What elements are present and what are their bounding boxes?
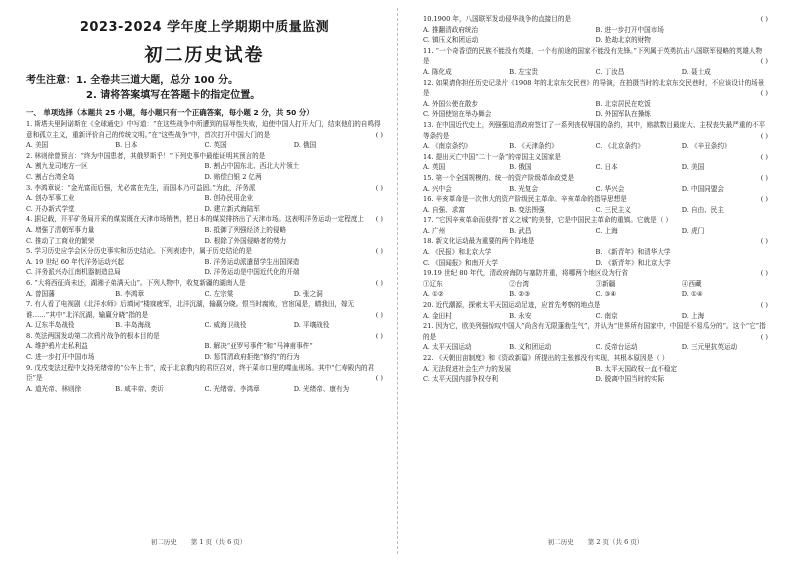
question-text: 15. 第一个全国规模的、统一的资产阶级革命政党是: [423, 173, 575, 182]
option-row: [423, 342, 768, 353]
answer-option: A. 道光帝、林则徐: [26, 384, 82, 393]
question-text: 16. 辛亥革命是一次伟大的资产阶级民主革命。辛亥革命的指导思想是: [423, 195, 627, 204]
answer-option: B. 咸丰帝、奕䜣: [115, 384, 164, 393]
option-row: [26, 140, 383, 151]
question-item: [423, 152, 768, 173]
answer-option: A. 兴中会: [423, 184, 452, 193]
answer-blank: ( ): [760, 301, 768, 310]
footer-page-number: 第 1 页（共 6 页）: [190, 538, 247, 546]
answer-option: C. 开办新式学堂: [26, 204, 75, 213]
answer-option: C. 反帝台运动: [595, 343, 638, 352]
answer-option: C. 太平天国内部争权夺利: [423, 375, 498, 384]
answer-option: D. 自由、民主: [681, 205, 724, 214]
question-text: 5. 学习历史应学会区分历史事实和历史结论。下列表述中，属于历史结论的是: [26, 247, 252, 256]
answer-blank: ( ): [375, 183, 383, 192]
option-row: [423, 364, 768, 375]
answer-blank: ( ): [760, 173, 768, 182]
option-row: [26, 320, 383, 331]
answer-option: A. 《南京条约》: [423, 142, 472, 151]
answer-option: A. 增强了清朝军事力量: [26, 225, 95, 234]
question-text: 8. 英法两国发动第二次鸦片战争的根本目的是: [26, 331, 160, 340]
answer-option: C. 推动了工商业的繁荣: [26, 236, 95, 245]
answer-option: C. 《国闻报》和南开大学: [423, 258, 498, 267]
option-row: [26, 172, 383, 183]
answer-blank: ( ): [375, 374, 383, 383]
question-item: [423, 353, 768, 385]
option-row: [423, 99, 768, 110]
question-stem: [26, 363, 383, 384]
answer-option: D. 上海: [681, 311, 705, 320]
answer-option: C. 华兴会: [595, 184, 625, 193]
answer-option: ③新疆: [595, 279, 616, 288]
answer-option: A. 美国: [26, 141, 49, 150]
question-item: [26, 214, 383, 246]
answer-option: C. 《北京条约》: [595, 142, 645, 151]
question-stem: [26, 278, 383, 289]
answer-option: D. 光绪帝、康有为: [293, 384, 350, 393]
question-text: 4. 据记载，开平矿务局开采的煤炭既在天津市场销售，把日本的煤炭排挤出了天津市场。这表明洋务运动一定程度上: [26, 215, 365, 224]
question-stem: [423, 14, 768, 25]
answer-option: C. 洋务派兴办江南机器制造总局: [26, 268, 121, 277]
answer-option: A. 陈化成: [423, 67, 452, 76]
answer-blank: ( ): [375, 331, 383, 340]
answer-option: C. 英国: [204, 141, 227, 150]
answer-option: C. 日本: [595, 163, 618, 172]
answer-option: B. 进一步打开中国市场: [595, 25, 664, 34]
answer-option: D. 虎门: [681, 226, 705, 235]
answer-blank: ( ): [760, 195, 768, 204]
option-row: [26, 236, 383, 247]
question-text: 2. 林则徐曾预言：“终为中国患者，其俄罗斯乎！”下列史事中最能证明其预言的是: [26, 151, 266, 160]
answer-blank: ( ): [375, 247, 383, 256]
option-row: [26, 225, 383, 236]
question-stem: [423, 194, 768, 205]
notice-block: [26, 73, 383, 103]
option-row: [423, 67, 768, 78]
question-item: [26, 151, 383, 183]
option-row: [423, 184, 768, 195]
answer-option: C. 左宗棠: [204, 289, 234, 298]
answer-option: B. 俄国: [509, 163, 532, 172]
answer-blank: ( ): [760, 152, 768, 161]
answer-option: B. 武昌: [509, 226, 532, 235]
answer-option: A. 割九龙司地方一区: [26, 162, 88, 171]
answer-option: B. 《新青年》和清华大学: [595, 248, 671, 257]
answer-option: D. 抢劫北京的财物: [595, 36, 651, 45]
question-item: [423, 321, 768, 353]
question-text: 7. 有人看了电视剧《北洋水师》后填词“楼寐疲军，北洋沉湖，输赢分晓。恨当时腐败，官宦闻是，睛我田，嫁无谁……”其中“北洋沉湖，输赢分晓”指的是: [26, 300, 355, 319]
answer-option: A. 推翻清政府统治: [423, 25, 479, 34]
question-text: 13. 在中国近代史上，列强强迫清政府签订了一系列丧权辱国的条约，其中，赔款数目最庞大、主权丧失最严重的不平等条约是: [423, 120, 766, 140]
option-row: [26, 161, 383, 172]
question-text: 14. 提出灭亡中国“二十一条”的帝国主义国家是: [423, 152, 562, 161]
question-stem: [423, 353, 768, 364]
answer-option: A. 英国: [423, 163, 446, 172]
question-stem: [423, 268, 768, 279]
answer-option: A. 19 世纪 60 年代洋务运动兴起: [26, 257, 124, 266]
exam-title-line1: 2023-2024 学年度上学期期中质量监测: [79, 20, 330, 35]
question-stem: [423, 78, 768, 99]
option-row: [26, 384, 383, 395]
option-row: [423, 162, 768, 173]
answer-option: C. 镇压义和团运动: [423, 36, 479, 45]
answer-option: D. 脱离中国当时的实际: [595, 375, 665, 384]
page-footer-left: [0, 537, 397, 546]
answer-option: B. 抵御了列强经济上的侵略: [204, 225, 287, 234]
answer-option: A. 金田村: [423, 311, 452, 320]
answer-option: D. 中国同盟会: [681, 184, 724, 193]
question-text: 11. “一个奇香望的民族不能没有英雄，一个有前途的国家不能没有先锋。”下列属于英勇抗击八国联军侵略的英雄人物是: [423, 46, 763, 66]
answer-option: D. 建立新式海陆军: [204, 204, 260, 213]
answer-blank: ( ): [760, 15, 768, 23]
question-stem: [26, 119, 383, 140]
footer-subject: 初二历史: [547, 538, 574, 546]
question-item: [423, 300, 768, 321]
question-item: [423, 215, 768, 236]
option-row: [423, 25, 768, 36]
answer-option: ①辽东: [423, 279, 443, 288]
answer-blank: ( ): [760, 131, 768, 140]
answer-option: C. 进一步打开中国市场: [26, 353, 95, 362]
footer-subject: 初二历史: [150, 538, 177, 546]
footer-page-number: 第 2 页（共 6 页）: [587, 538, 644, 546]
option-row: [423, 205, 768, 216]
section-heading: 一、 单项选择（本题共 25 小题，每小题只有一个正确答案，每小题 2 分，共 50 分）: [26, 108, 314, 117]
page-footer-right: [397, 537, 794, 546]
answer-option: A. 维护鸦片走私利益: [26, 342, 88, 351]
answer-option: A. ①②: [423, 290, 444, 299]
question-stem: [423, 173, 768, 184]
answer-option: B. ②③: [509, 290, 531, 299]
answer-option: B. 《天津条约》: [509, 142, 558, 151]
answer-option: B. 左宝贵: [509, 67, 539, 76]
answer-option: D. ①④: [681, 290, 703, 299]
left-question-list: [26, 119, 383, 394]
answer-blank: ( ): [760, 332, 768, 341]
question-item: [423, 194, 768, 215]
option-row: [26, 341, 383, 352]
notice-label: 考生注意：: [26, 75, 76, 86]
answer-blank: ( ): [760, 269, 768, 278]
option-row: [423, 311, 768, 322]
answer-option: C. 三民主义: [595, 205, 631, 214]
question-stem: [423, 152, 768, 163]
answer-option: B. 洋务运动派遣留学生出国深造: [204, 257, 300, 266]
question-text: 17. “它因辛亥革命而获得“首义之城”的美誉，它是中国民主革命的重镇。它就是（ ）: [423, 216, 672, 225]
option-row: [423, 279, 768, 290]
answer-option: ②台湾: [509, 279, 530, 288]
question-text: 20. 近代潮源，探索太平天国运动足迹，应首先考察的地点是: [423, 301, 601, 310]
answer-option: D. 惩罚清政府拒绝“修约”的行为: [204, 353, 300, 362]
option-row: [423, 374, 768, 385]
answer-option: C. 外国使馆在举办舞会: [423, 110, 492, 119]
answer-option: A. 辽东半岛战役: [26, 321, 75, 330]
answer-option: B. 变法图强: [509, 205, 545, 214]
option-row: [26, 352, 383, 363]
answer-option: B. 日本: [115, 141, 138, 150]
answer-option: D. 赔偿白银 2 亿两: [204, 172, 262, 181]
right-page: [397, 0, 794, 562]
question-stem: [423, 46, 768, 67]
answer-blank: ( ): [760, 89, 768, 98]
answer-option: D. 洋务运动是中国近代化的开端: [204, 268, 300, 277]
option-row: [423, 289, 768, 300]
option-row: [423, 35, 768, 46]
answer-option: C. 威海卫战役: [204, 321, 247, 330]
answer-option: B. 太平天国政权一直不稳定: [595, 364, 678, 373]
question-item: [423, 46, 768, 78]
question-item: [423, 120, 768, 152]
answer-option: D. 平壤战役: [293, 321, 330, 330]
question-item: [26, 183, 383, 215]
question-text: 1. 斯塔夫里阿诺斯在《全球通史》中写道：“在这些战争中所遭到的屈辱性失败，迫使中国人打开大门，结束他们的自鸣得意和孤立主义，重新评价自己的传统文明。”在“这些战争”中，首次打开中国大门的是: [26, 120, 381, 139]
answer-option: C. 南京: [595, 311, 618, 320]
answer-option: B. 光复会: [509, 184, 539, 193]
answer-option: B. 解决“亚罗号事件”和“马神甫事件”: [204, 342, 313, 351]
answer-option: A. 外国公使在散步: [423, 99, 479, 108]
question-stem: [26, 246, 383, 257]
question-stem: [423, 120, 768, 141]
question-item: [423, 236, 768, 268]
question-item: [26, 331, 383, 363]
answer-option: D. 《辛丑条约》: [681, 142, 731, 151]
question-text: 9. 戊戌变法过程中支持光绪帝的“公车上书”，成于北京教内的君臣召对，终于菜市口里的喋血刑场。其中“仁寿殿内的君臣”是: [26, 363, 375, 383]
answer-option: A. 无法促进社会生产力的发展: [423, 364, 512, 373]
answer-option: A. 《民报》和北京大学: [423, 248, 492, 257]
answer-option: D. 俄国: [293, 141, 317, 150]
answer-option: A. 曾国藩: [26, 289, 55, 298]
exam-title-line2: 初二历史试卷: [144, 45, 265, 66]
question-text: 3. 李鸿章说：“金光富而后强，尤必富在先生，而国本乃可益固。”为此，洋务派: [26, 183, 256, 192]
question-text: 18. 新文化运动最为重要的两个阵地是: [423, 237, 535, 246]
answer-option: ④西藏: [681, 279, 702, 288]
answer-option: B. 创办民用企业: [204, 194, 254, 203]
question-stem: [26, 151, 383, 162]
answer-option: B. 李鸿章: [115, 289, 145, 298]
question-item: [423, 78, 768, 120]
option-row: [26, 267, 383, 278]
answer-blank: ( ): [375, 310, 383, 319]
answer-option: D. 张之洞: [293, 289, 323, 298]
question-text: 22. 《天朝田亩制度》和《资政新篇》所提出的主张都没有实现，其根本原因是（ ）: [423, 354, 669, 362]
question-stem: [423, 215, 768, 226]
question-stem: [26, 299, 383, 320]
question-item: [26, 363, 383, 395]
question-item: [26, 278, 383, 299]
answer-option: D. 《新青年》和北京大学: [595, 258, 671, 267]
option-row: [423, 247, 768, 258]
answer-blank: ( ): [760, 57, 768, 66]
notice-item-1: 1. 全卷共三道大题，总分 100 分。: [76, 75, 239, 86]
answer-option: B. 义和团运动: [509, 343, 552, 352]
question-text: 21. 因为它，欧美列强惊叹中国人“尚含有无限蓬勃生气”，并认为“世界所有国家中，中国是不易瓜分的”。这个“它”指的是: [423, 322, 766, 341]
question-stem: [423, 300, 768, 311]
answer-option: D. 外国军队在操练: [595, 110, 651, 119]
answer-option: C. 光绪帝、李鸿章: [204, 384, 260, 393]
question-text: 19.19 世纪 80 年代，清政府海防与塞防并重，将哪两个地区设为行省: [423, 269, 628, 278]
answer-option: C. ③④: [595, 290, 617, 299]
answer-blank: ( ): [375, 278, 383, 287]
question-stem: [423, 236, 768, 247]
option-row: [26, 257, 383, 268]
question-stem: [423, 321, 768, 342]
answer-option: D. 三元里抗英运动: [681, 343, 738, 352]
answer-option: B. 永安: [509, 311, 532, 320]
question-stem: [26, 183, 383, 194]
answer-option: C. 丁汝昌: [595, 67, 625, 76]
answer-option: C. 上海: [595, 226, 618, 235]
option-row: [26, 193, 383, 204]
option-row: [26, 204, 383, 215]
question-item: [26, 299, 383, 331]
option-row: [423, 258, 768, 269]
answer-option: D. 美国: [681, 163, 705, 172]
answer-blank: ( ): [760, 237, 768, 246]
answer-option: D. 根除了外国侵略者的势力: [204, 236, 287, 245]
option-row: [423, 226, 768, 237]
notice-item-2: 2. 请将答案填写在答题卡的指定位置。: [86, 90, 261, 101]
answer-option: D. 聂士成: [681, 67, 711, 76]
question-stem: [26, 214, 383, 225]
question-text: 6. “大将西征尚未还，湖湘子弟满天山”。下列人物中，收复新疆的湖南人是: [26, 278, 246, 287]
answer-option: A. 创办军事工业: [26, 194, 75, 203]
question-item: [423, 268, 768, 300]
answer-blank: ( ): [375, 215, 383, 224]
answer-option: B. 丰岛海战: [115, 321, 151, 330]
answer-option: C. 割占台湾全岛: [26, 172, 75, 181]
answer-option: A. 太平天国运动: [423, 343, 472, 352]
question-stem: [26, 331, 383, 342]
answer-option: A. 广州: [423, 226, 446, 235]
option-row: [423, 141, 768, 152]
question-item: [423, 14, 768, 46]
question-text: 12. 如果请你担任历史记录片《1908 年的北京东交民巷》的导演，在拍摄当时的北京东交民巷时，不应该设计的场景是: [423, 78, 765, 98]
question-text: 10.1900 年，八国联军发动侵华战争的直接目的是: [423, 15, 572, 23]
question-item: [26, 246, 383, 278]
answer-option: A. 自强、求富: [423, 205, 465, 214]
option-row: [26, 289, 383, 300]
question-item: [423, 173, 768, 194]
answer-blank: ( ): [375, 130, 383, 139]
right-question-list: [423, 14, 768, 385]
question-item: [26, 119, 383, 151]
answer-option: B. 割占中国东北、西北大片领土: [204, 162, 300, 171]
option-row: [423, 109, 768, 120]
answer-option: B. 北京居民在吃饭: [595, 99, 651, 108]
